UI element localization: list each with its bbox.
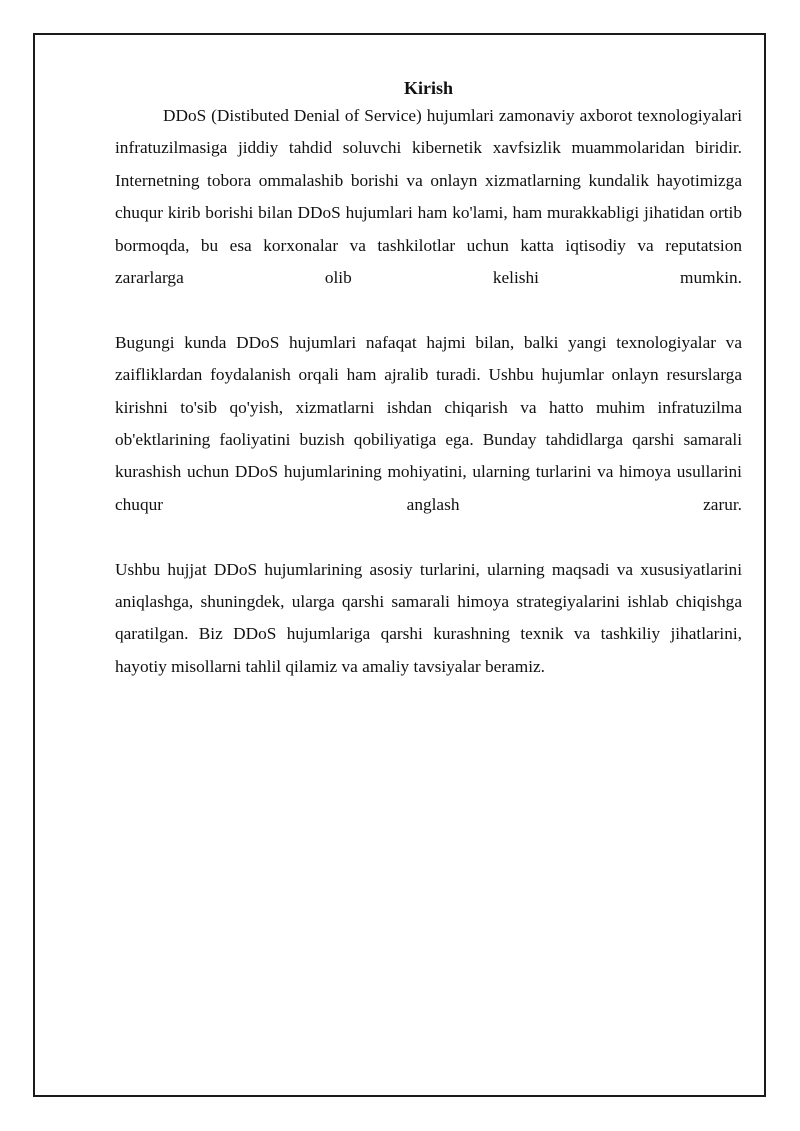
paragraph-2: Bugungi kunda DDoS hujumlari nafaqat hajmi bilan, balki yangi texnologiyalar va zaifliklardan foydalanish orqali ham ajralib turadi. Ushbu hujumlar onlayn resurslarga kirishni to'sib qo'yish, xizmatlarni ishdan chiqarish va hatto muhim infratuzilma ob'ektlarining faoliyatini buzish qobiliyatiga ega. Bunday tahdidlarga qarshi samarali kurashish uchun DDoS hujumlarining mohiyatini, ularning turlarini va himoya usullarini chuqur anglash zarur.	[115, 332, 742, 514]
paragraph-3: Ushbu hujjat DDoS hujumlarining asosiy turlarini, ularning maqsadi va xususiyatlarini aniqlashga, shuningdek, ularga qarshi samarali himoya strategiyalarini ishlab chiqishga qaratilgan. Biz DDoS hujumlariga qarshi kurashning texnik va tashkiliy jihatlarini, hayotiy misollarni tahlil qilamiz va amaliy tavsiyalar beramiz.	[115, 559, 742, 676]
document-title: Kirish	[403, 78, 453, 98]
paragraph-1: DDoS (Distibuted Denial of Service) hujumlari zamonaviy axborot texnologiyalari infratuzilmasiga jiddiy tahdid soluvchi kibernetik xavfsizlik muammolaridan biridir. Internetning tobora ommalashib borishi va onlayn xizmatlarning kundalik hayotimizga chuqur kirib borishi bilan DDoS hujumlari ham ko'lami, ham murakkabligi jihatidan ortib bormoqda, bu esa korxonalar va tashkilotlar uchun katta iqtisodiy va reputatsion zararlarga olib kelishi mumkin.	[115, 106, 742, 288]
document-body	[115, 76, 742, 683]
paragraph-spacer	[115, 294, 742, 326]
paragraph-spacer	[115, 521, 742, 553]
